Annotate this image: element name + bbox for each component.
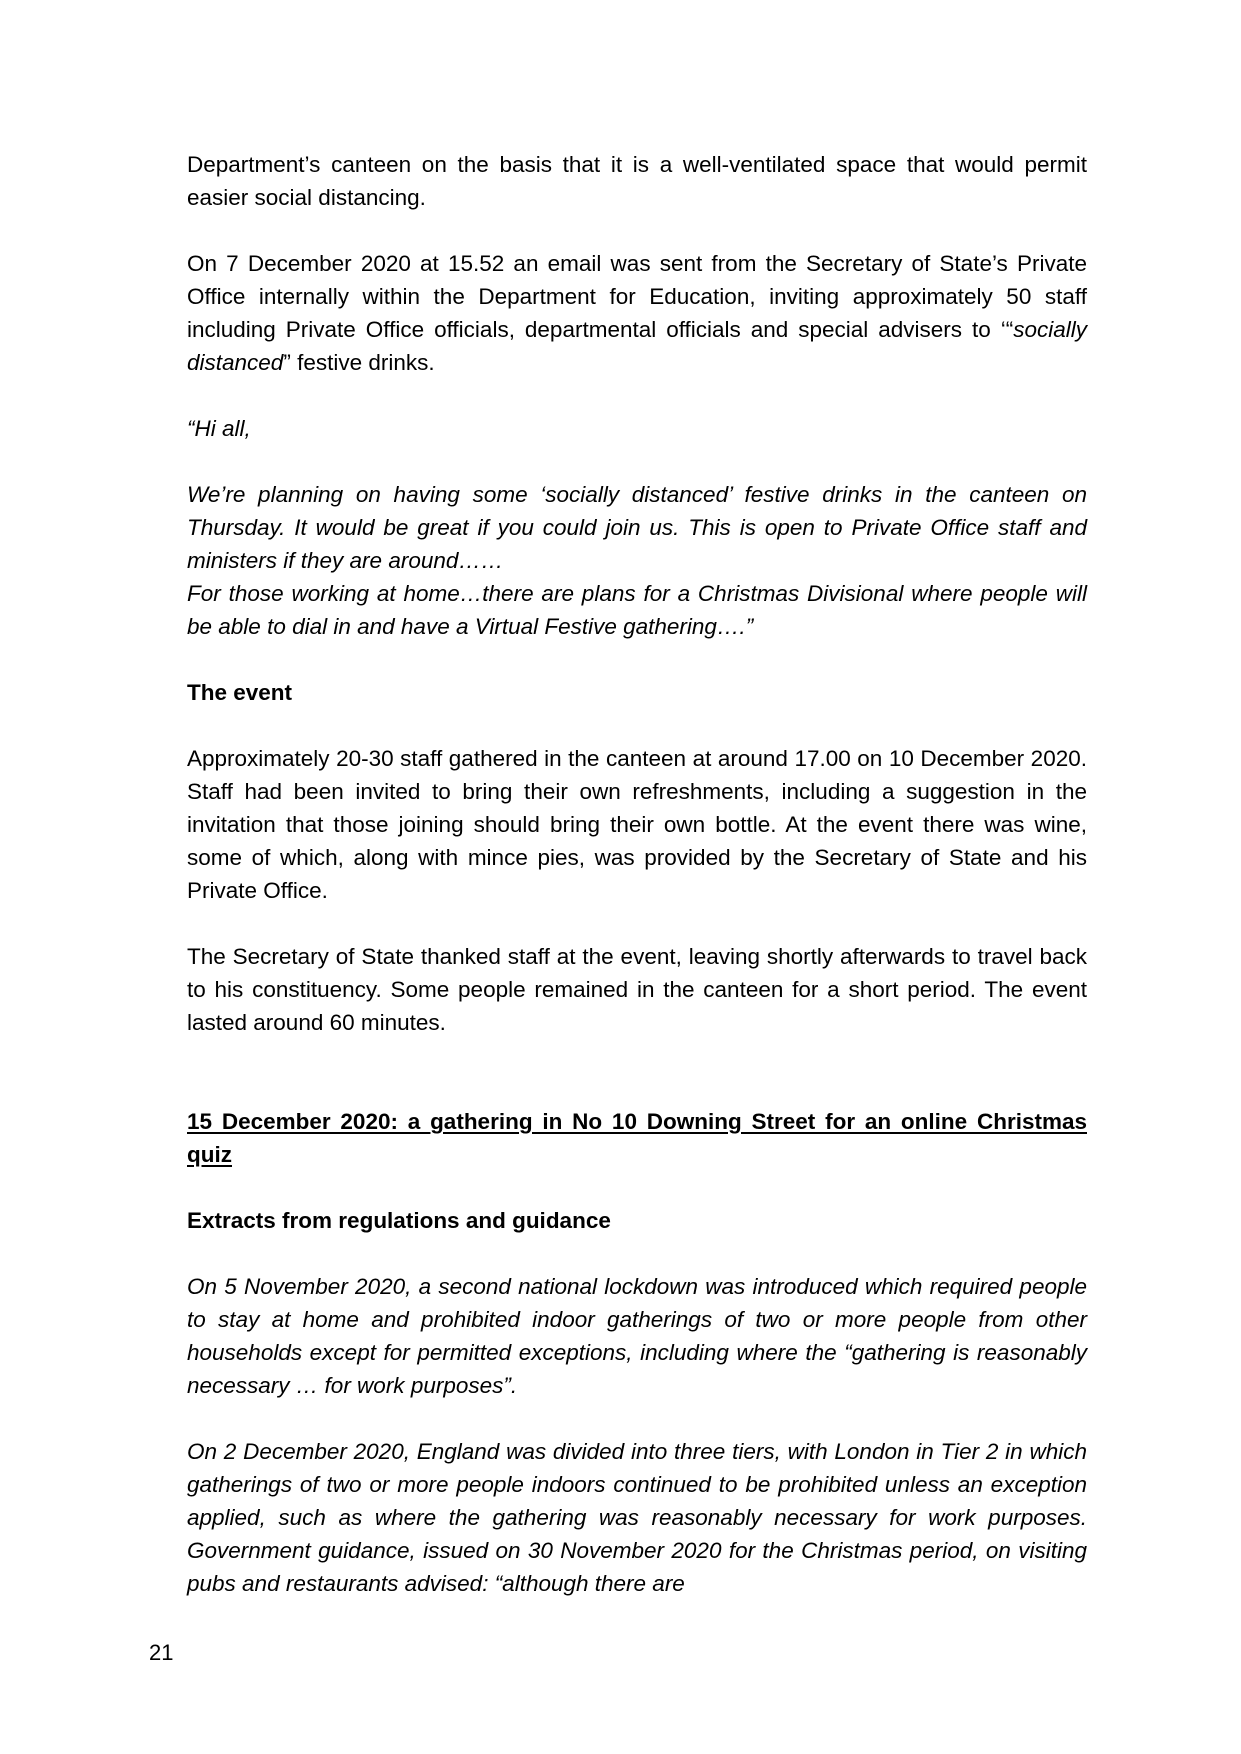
heading-the-event: The event [187,680,293,705]
paragraph-event-thanks: The Secretary of State thanked staff at the event, leaving shortly afterwards to travel back to his constituency. Some people remained in the canteen for a short period. The event lasted around 60 minutes. [187,944,1087,1035]
email-body-2: For those working at home…there are plans for a Christmas Divisional where people will be able to dial in and have a Virtual Festive gathering….” [187,581,1087,639]
email-greeting: “Hi all, [187,416,251,441]
paragraph-email-sent: On 7 December 2020 at 15.52 an email was sent from the Secretary of State’s Private Office internally within the Department for Education, inviting approximately 50 staff including Private Office officials, departmental officials and special advisers to ‘“socially distanced” festive drinks. [187,251,1087,375]
section-heading-15-december: 15 December 2020: a gathering in No 10 Downing Street for an online Christmas quiz [187,1109,1087,1167]
heading-extracts: Extracts from regulations and guidance [187,1208,611,1233]
document-page [187,148,1087,1600]
email-body-1: We’re planning on having some ‘socially distanced’ festive drinks in the canteen on Thursday. It would be great if you could join us. This is open to Private Office staff and ministers if they are around…… [187,482,1087,573]
paragraph-lockdown: On 5 November 2020, a second national lockdown was introduced which required people to stay at home and prohibited indoor gatherings of two or more people from other households except for permitted exceptions, including where the “gathering is reasonably necessary … for work purposes”. [187,1274,1087,1398]
page-number: 21 [149,1640,174,1665]
paragraph-tiers: On 2 December 2020, England was divided into three tiers, with London in Tier 2 in which gatherings of two or more people indoors continued to be prohibited unless an exception applied, such as where the gathering was reasonably necessary for work purposes. Government guidance, issued on 30 November 2020 for the Christmas period, on visiting pubs and restaurants advised: “although there are [187,1439,1087,1596]
paragraph-canteen-basis: Department’s canteen on the basis that it is a well-ventilated space that would permit easier social distancing. [187,152,1087,210]
italic-phrase: socially distanced [187,317,1087,375]
paragraph-event-gathering: Approximately 20-30 staff gathered in the canteen at around 17.00 on 10 December 2020. Staff had been invited to bring their own refreshments, including a suggestion in the invitation that those joining should bring their own bottle. At the event there was wine, some of which, along with mince pies, was provided by the Secretary of State and his Private Office. [187,746,1087,903]
